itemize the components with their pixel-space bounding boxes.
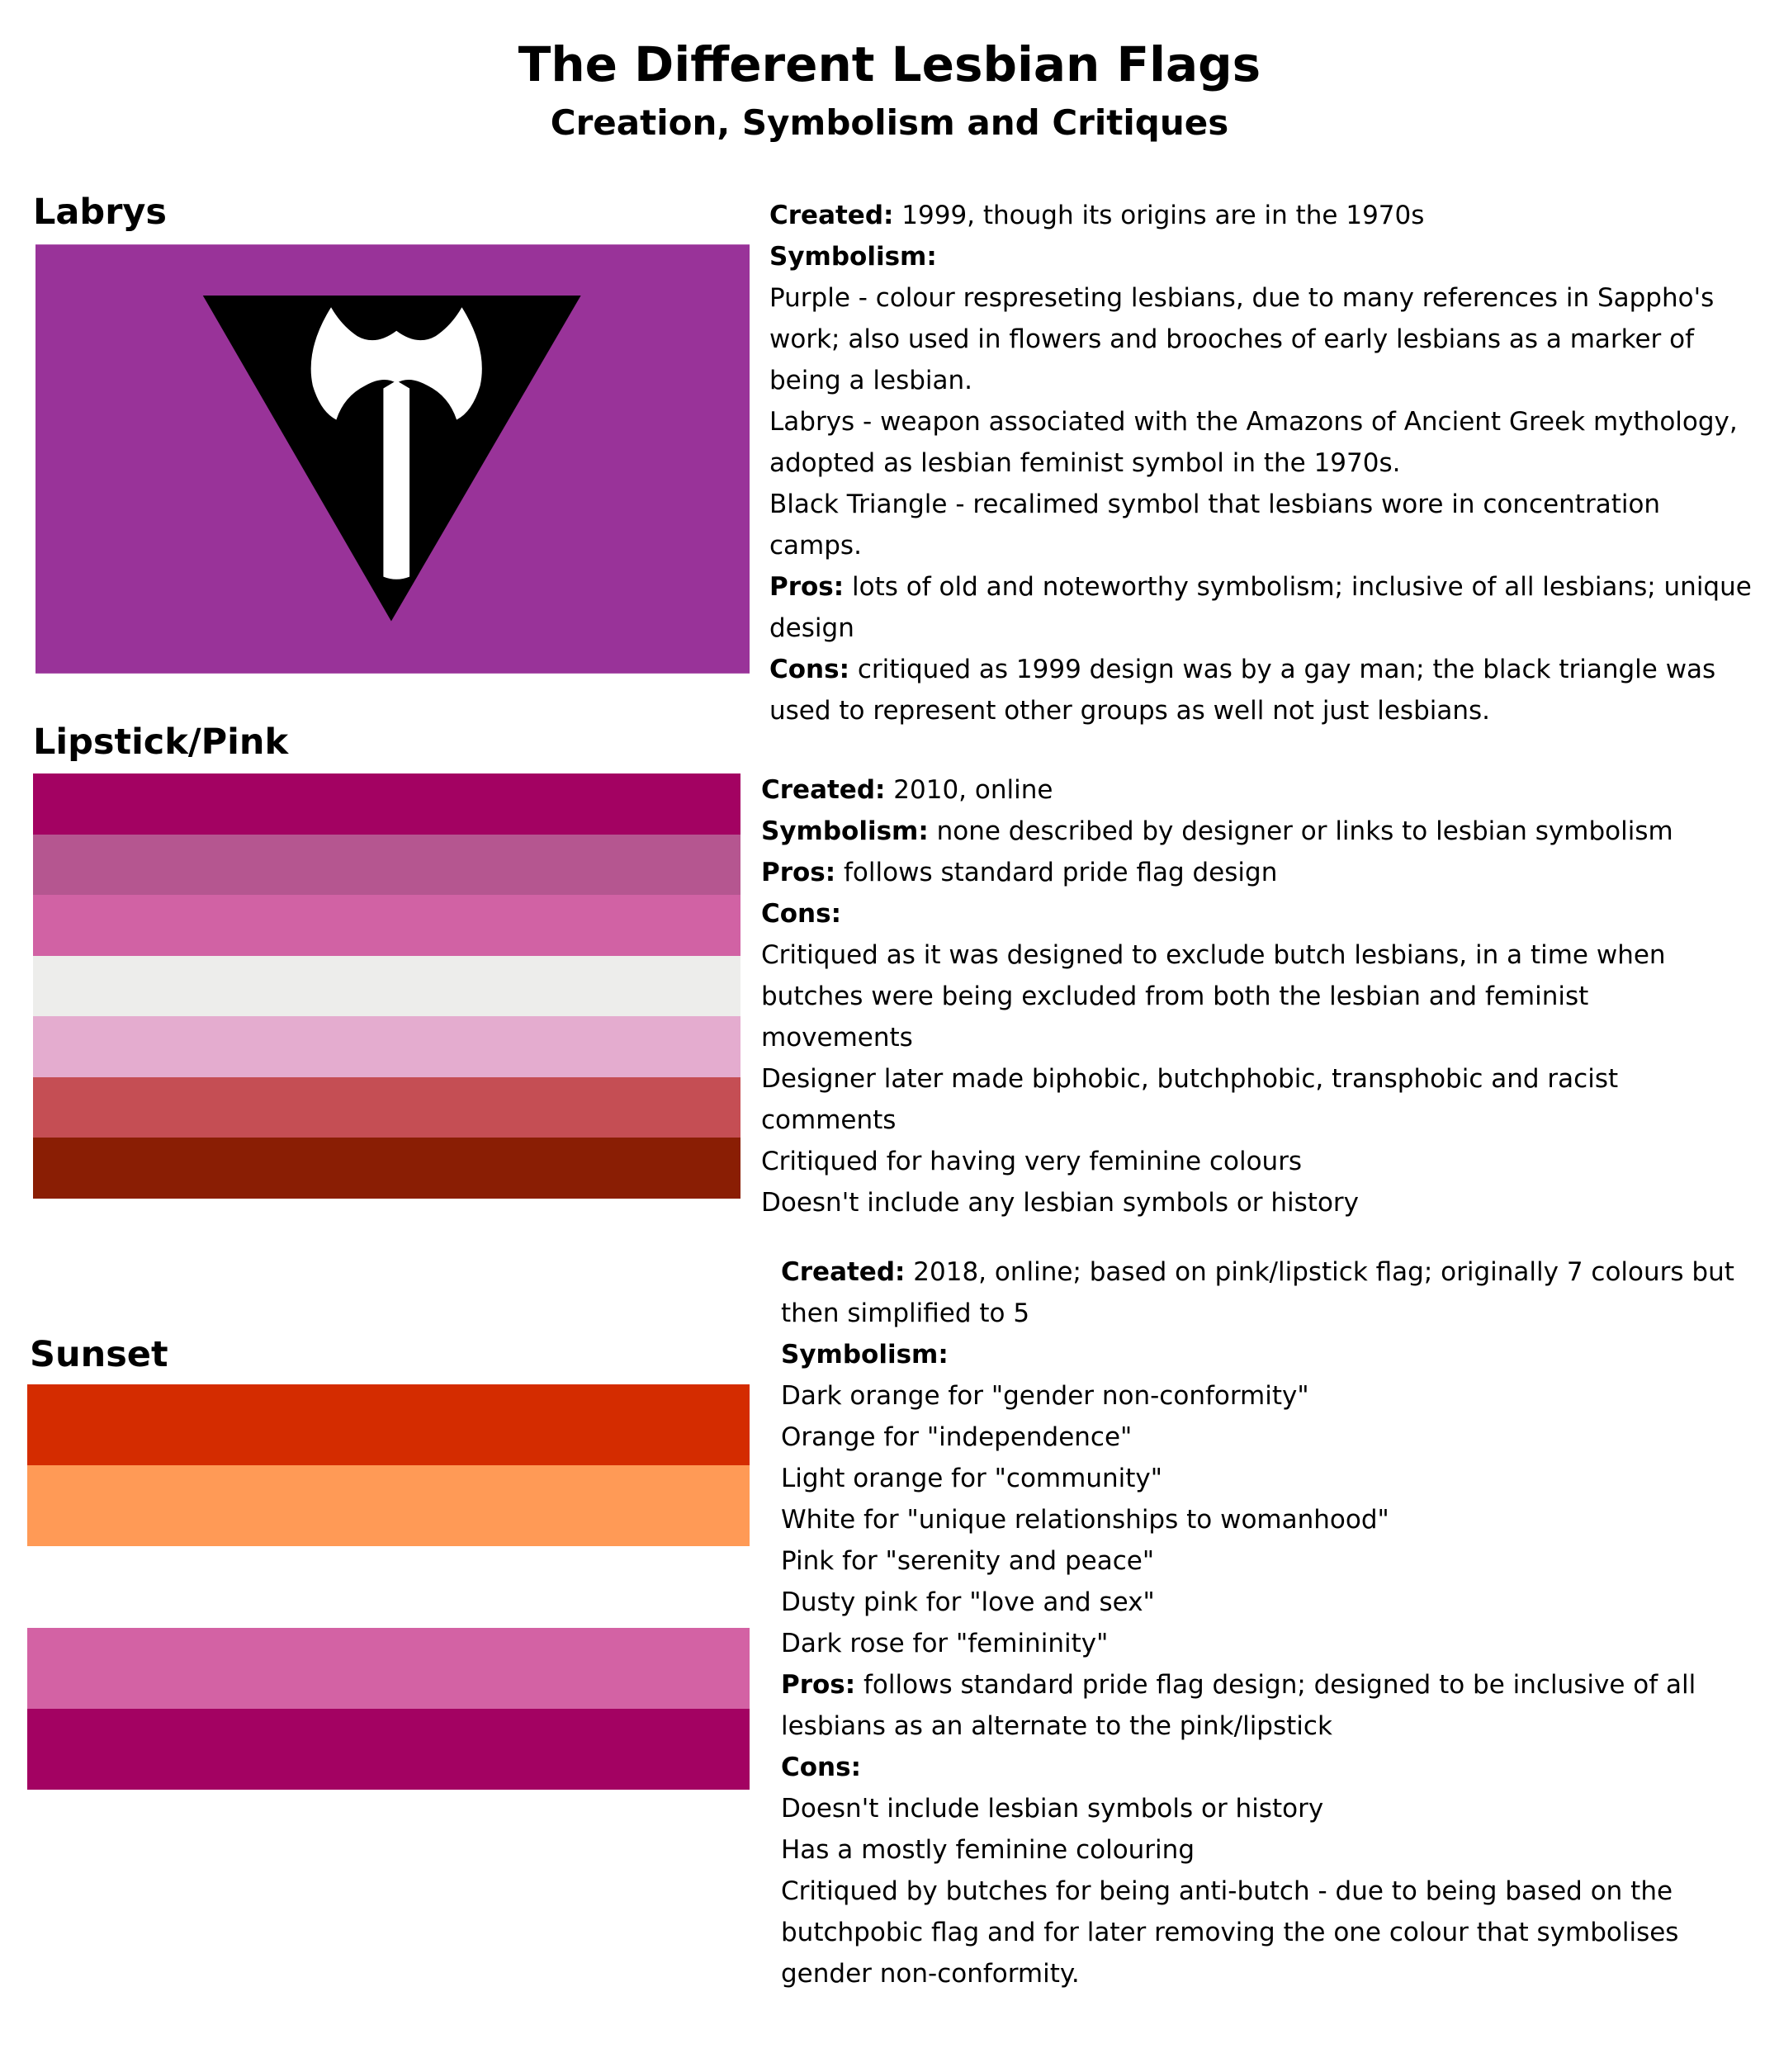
pros-line (781, 1664, 1767, 1747)
labrys-heading: Labrys (33, 192, 168, 233)
cons-item: Has a mostly feminine colouring (781, 1835, 1195, 1865)
created-value: 2010, online (893, 775, 1053, 805)
symbolism-item: White for "unique relationships to womanhood" (781, 1505, 1389, 1535)
flag-stripe (27, 1709, 750, 1790)
created-line (761, 769, 1748, 811)
pros-line (769, 566, 1756, 649)
pros-value: follows standard pride flag design (844, 858, 1278, 887)
symbolism-item: Dusty pink for "love and sex" (781, 1587, 1155, 1617)
symbolism-label (781, 1334, 1767, 1375)
cons-item: Critiqued by butches for being anti-butch - due to being based on the butchpobic flag and for later removing the one colour that symbolises gender non-conformity. (781, 1876, 1679, 1989)
symbolism-item: Light orange for "community" (781, 1464, 1162, 1493)
symbolism-label: Symbolism: (761, 816, 929, 846)
symbolism-label (769, 236, 1756, 277)
page-subtitle: Creation, Symbolism and Critiques (550, 102, 1229, 143)
created-value: 2018, online; based on pink/lipstick flag; originally 7 colours but then simplified to 5 (781, 1257, 1734, 1328)
lipstick-description (761, 769, 1748, 1223)
pros-label: Pros: (781, 1670, 856, 1700)
labrys-description (769, 195, 1756, 731)
cons-item: Doesn't include lesbian symbols or history (781, 1794, 1324, 1824)
labrys-flag (35, 244, 750, 674)
cons-item: Doesn't include any lesbian symbols or history (761, 1188, 1360, 1218)
flag-stripe (33, 773, 740, 835)
page-title: The Different Lesbian Flags (518, 36, 1261, 92)
symbolism-label-text: Symbolism: (769, 242, 937, 272)
pros-value: follows standard pride flag design; designed to be inclusive of all lesbians as an alternate to the pink/lipstick (781, 1670, 1696, 1741)
lipstick-heading: Lipstick/Pink (33, 721, 289, 763)
symbolism-item: Labrys - weapon associated with the Amazons of Ancient Greek mythology, adopted as lesbian feminist symbol in the 1970s. (769, 407, 1738, 478)
created-label: Created: (781, 1257, 906, 1287)
pros-value: lots of old and noteworthy symbolism; inclusive of all lesbians; unique design (769, 572, 1752, 643)
created-label: Created: (761, 775, 886, 805)
created-line (769, 195, 1756, 236)
created-label: Created: (769, 201, 894, 230)
cons-value: critiqued as 1999 design was by a gay man; the black triangle was used to represent other groups as well not just lesbians. (769, 655, 1716, 726)
symbolism-item: Orange for "independence" (781, 1422, 1133, 1452)
symbolism-item: Pink for "serenity and peace" (781, 1546, 1155, 1576)
labrys-flag-image (35, 244, 750, 674)
flag-stripe (27, 1628, 750, 1709)
flag-stripe (33, 1016, 740, 1077)
pros-line (761, 852, 1748, 893)
flag-stripe (33, 895, 740, 956)
flag-stripe (33, 1138, 740, 1199)
pros-label: Pros: (761, 858, 836, 887)
flag-stripe (33, 956, 740, 1017)
sunset-heading: Sunset (30, 1334, 168, 1375)
symbolism-item: Dark rose for "femininity" (781, 1629, 1109, 1658)
sunset-description (781, 1251, 1767, 1994)
cons-line (769, 649, 1756, 731)
symbolism-item: Purple - colour respreseting lesbians, due to many references in Sappho's work; also used in flowers and brooches of early lesbians as a marker of being a lesbian. (769, 283, 1715, 395)
flag-stripe (33, 835, 740, 896)
flag-stripe (27, 1546, 750, 1627)
flag-stripe (27, 1465, 750, 1546)
cons-label-text: Cons: (781, 1753, 861, 1782)
symbolism-label-text: Symbolism: (781, 1340, 949, 1370)
cons-item: Designer later made biphobic, butchphobic, transphobic and racist comments (761, 1064, 1619, 1135)
flag-stripe (33, 1077, 740, 1138)
symbolism-item: Black Triangle - recalimed symbol that lesbians wore in concentration camps. (769, 490, 1661, 561)
sunset-flag (27, 1384, 750, 1790)
symbolism-line (761, 811, 1748, 852)
pros-label: Pros: (769, 572, 845, 602)
cons-label-text: Cons: (761, 899, 841, 929)
flag-stripe (27, 1384, 750, 1465)
created-value: 1999, though its origins are in the 1970s (901, 201, 1425, 230)
symbolism-item: Dark orange for "gender non-conformity" (781, 1381, 1309, 1411)
cons-item: Critiqued as it was designed to exclude butch lesbians, in a time when butches were being excluded from both the lesbian and feminist movements (761, 940, 1666, 1053)
created-line (781, 1251, 1767, 1334)
lipstick-flag (33, 773, 740, 1199)
symbolism-value: none described by designer or links to lesbian symbolism (936, 816, 1673, 846)
cons-item: Critiqued for having very feminine colours (761, 1147, 1303, 1176)
cons-label (781, 1747, 1767, 1788)
cons-label (761, 893, 1748, 934)
cons-label: Cons: (769, 655, 849, 684)
